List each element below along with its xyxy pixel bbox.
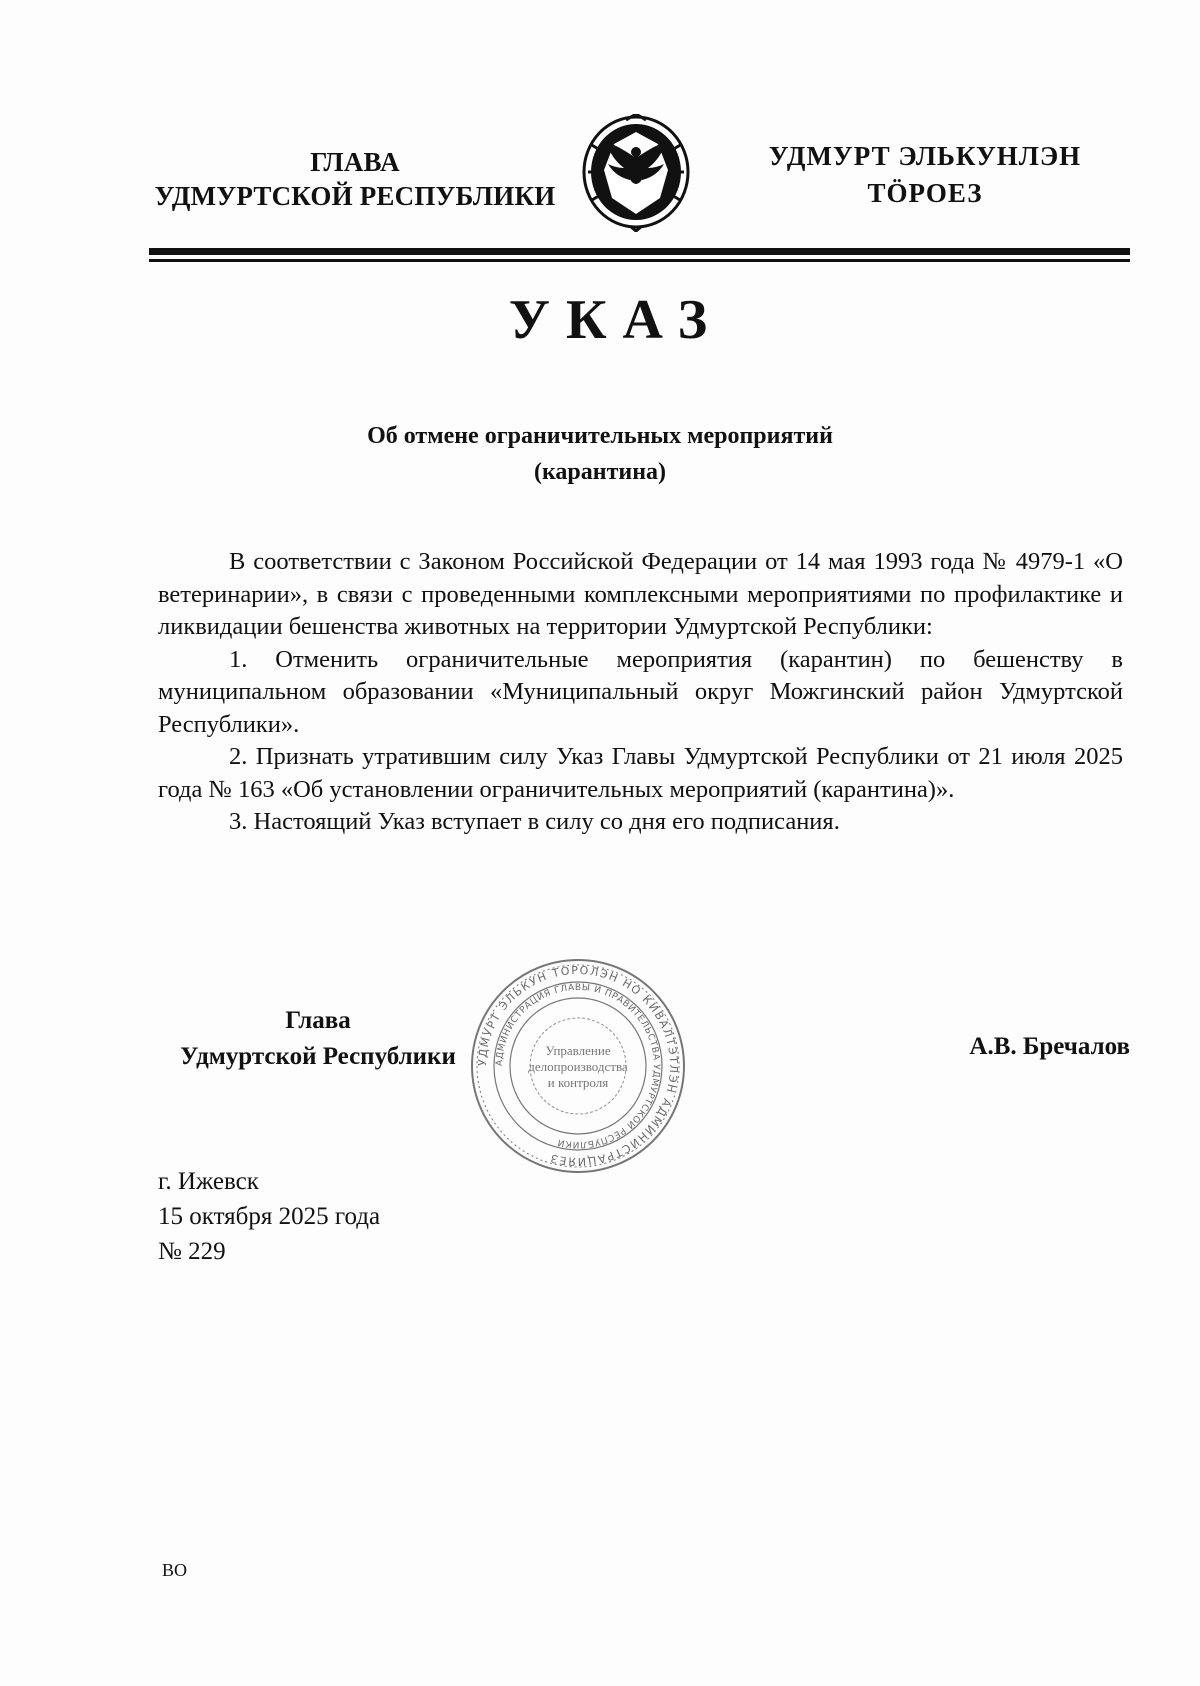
official-seal-stamp <box>467 955 689 1177</box>
issuer-ru <box>120 145 590 213</box>
document-number: № 229 <box>158 1238 226 1265</box>
seal-inner-ring-text: АДМИНИСТРАЦИЯ ГЛАВЫ И ПРАВИТЕЛЬСТВА УДМУРТСКОЙ РЕСПУБЛИКИ <box>494 982 662 1150</box>
signatory-title-line1: Глава <box>285 1007 351 1034</box>
signatory-title-line2: Удмуртской Республики <box>180 1043 456 1070</box>
place-date-number <box>158 1164 380 1269</box>
header-rule-thin <box>149 259 1130 262</box>
signatory-name: А.В. Бречалов <box>969 1033 1130 1060</box>
seal-center-line1: Управление <box>545 1043 611 1058</box>
issue-city: г. Ижевск <box>158 1168 259 1195</box>
issuer-udm-line2: ТÖРОЕЗ <box>867 178 983 208</box>
issuer-ru-line1: ГЛАВА <box>310 147 400 177</box>
issuer-udm <box>720 138 1130 212</box>
subject-line2: (карантина) <box>533 459 667 485</box>
seal-center-line2: делопроизводства <box>528 1059 628 1074</box>
body-item-3: 3. Настоящий Указ вступает в силу со дня его подписания. <box>229 808 840 835</box>
document-body <box>158 546 1123 839</box>
body-item-2: 2. Признать утратившим силу Указ Главы Удмуртской Республики от 21 июля 2025 года № 163 «Об установлении ограничительных мероприятий (карантина)». <box>158 743 1123 803</box>
issuer-udm-line1: УДМУРТ ЭЛЬКУНЛЭН <box>768 141 1082 171</box>
udmurt-coat-of-arms-icon <box>580 114 692 232</box>
issue-date: 15 октября 2025 года <box>158 1203 381 1230</box>
issuer-ru-line2: УДМУРТСКОЙ РЕСПУБЛИКИ <box>154 181 556 211</box>
body-item-1: 1. Отменить ограничительные мероприятия (карантин) по бешенству в муниципальном образовании «Муниципальный округ Можгинский район Удмуртской Республики». <box>158 645 1123 738</box>
signatory-title <box>158 1003 478 1075</box>
body-preamble: В соответствии с Законом Российской Федерации от 14 мая 1993 года № 4979-1 «О ветеринарии», в связи с проведенными комплексными мероприятиями по профилактике и ликвидации бешенства животных на территории Удмуртской Республики: <box>158 548 1123 640</box>
header-rule-thick <box>149 248 1130 255</box>
executor-initials: ВО <box>162 1560 188 1580</box>
seal-outer-text: УДМУРТ ЭЛЬКУН ТОРОЛЭН НО КИВАЛТЭТЛЭН АДМИНИСТРАЦИЯЕЗ <box>475 963 681 1169</box>
subject-line1: Об отмене ограничительных мероприятий <box>367 423 833 449</box>
document-type-title: УКАЗ <box>508 289 724 351</box>
seal-center-line3: и контроля <box>547 1075 609 1090</box>
document-subject <box>300 418 900 490</box>
